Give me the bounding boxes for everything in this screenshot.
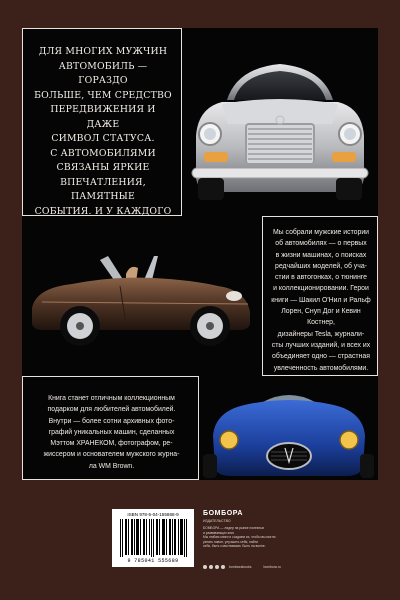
mercedes-illustration — [182, 28, 378, 216]
quote-panel — [22, 28, 182, 216]
maserati-illustration — [199, 376, 378, 480]
stories-panel — [262, 216, 378, 376]
quote-text: ДЛЯ МНОГИХ МУЖЧИН АВТОМОБИЛЬ — ГОРАЗДО БОЛЬШЕ, ЧЕМ СРЕДСТВО ПЕРЕДВИЖЕНИЯ И ДАЖЕ СИМВОЛ СТАТУСА. С АВТОМОБИЛЯМИ СВЯЗАНЫ ЯРКИЕ ВПЕЧАТЛЕНИЯ, ПАМЯТНЫЕ СОБЫТИЯ. И У КАЖДОГО — [34, 46, 172, 217]
publisher-subtitle: ИЗДАТЕЛЬСТВО — [203, 519, 231, 523]
porsche-illustration — [22, 216, 262, 376]
social-icon-youtube — [215, 565, 219, 569]
barcode-digits: 9 785041 555689 — [127, 558, 179, 564]
publisher-handle: bomborabooks — [229, 565, 252, 569]
car-photo-maserati — [199, 376, 378, 480]
car-photo-mercedes — [182, 28, 378, 216]
social-icon-vk — [203, 565, 207, 569]
social-icon-ok — [221, 565, 225, 569]
car-photo-porsche — [22, 216, 262, 376]
publisher-site: bombora.ru — [263, 565, 281, 569]
barcode — [112, 509, 194, 567]
gift-text: Книга станет отличным коллекционным подарком для любителей автомобилей. Внутри — более сотни архивных фото- графий уникальных машин, сделанных Мэттом ХРАНЕКОМ, фотографом, ре- жиссером и основателем мужского журна- ла WM Brown. — [43, 395, 180, 470]
publisher-social-row — [203, 565, 281, 569]
gift-panel — [22, 376, 199, 480]
publisher-description: БОМБОРА — лидер на рынке полезных и развивающих книг. Мы любим книги и создаем их, чтобы вы могли узнать новое, улучшить себя, найти себя, быть счастливыми. Быть на волне. — [203, 526, 276, 549]
publisher-logo: БОМБОРА — [203, 510, 244, 517]
social-icon-telegram — [209, 565, 213, 569]
stories-text: Мы собрали мужские истории об автомобилях — о первых в жизни машинах, о поисках редчайших моделей, об уча- стии в автогонках, о тюнинге и коллекционировании. Герои книги — Шакил О'Нил и Ральф Лорен, Снуп Дог и Кевин Костнер, дизайнеры Tesla, журнали- сты лучших изданий, и всех их объединяет одно — страстная увлеченность автомобилями. — [271, 229, 371, 372]
isbn-text: ISBN 978-5-04-155868-9 — [127, 512, 179, 517]
